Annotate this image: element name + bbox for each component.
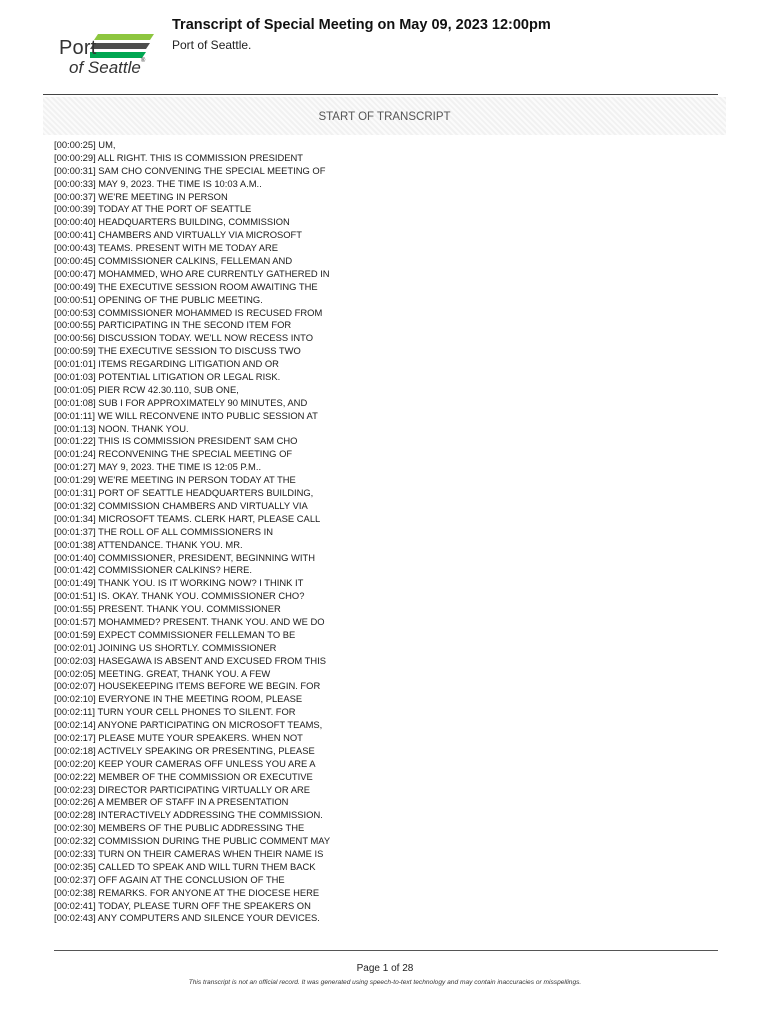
transcript-line: [00:01:01] ITEMS REGARDING LITIGATION AND OR (54, 358, 279, 370)
transcript-line: [00:02:22] MEMBER OF THE COMMISSION OR EXECUTIVE (54, 770, 313, 782)
transcript-line: [00:02:43] ANY COMPUTERS AND SILENCE YOUR DEVICES. (54, 912, 320, 924)
transcript-line: [00:01:51] IS. OKAY. THANK YOU. COMMISSIONER CHO? (54, 590, 305, 602)
transcript-line: [00:01:05] PIER RCW 42.30.110, SUB ONE, (54, 383, 239, 395)
transcript-line: [00:00:43] TEAMS. PRESENT WITH ME TODAY ARE (54, 242, 279, 254)
logo-stripes-icon (90, 32, 156, 60)
transcript-line: [00:02:28] INTERACTIVELY ADDRESSING THE COMMISSION. (54, 809, 323, 821)
transcript-line: [00:01:40] COMMISSIONER, PRESIDENT, BEGINNING WITH (54, 551, 315, 563)
logo-of-seattle-text: of Seattle® (69, 58, 146, 77)
transcript-line: [00:00:31] SAM CHO CONVENING THE SPECIAL MEETING OF (54, 164, 326, 176)
footer-divider (54, 950, 718, 951)
transcript-line: [00:02:14] ANYONE PARTICIPATING ON MICROSOFT TEAMS, (54, 719, 323, 731)
transcript-line: [00:01:08] SUB I FOR APPROXIMATELY 90 MINUTES, AND (54, 396, 308, 408)
transcript-line: [00:00:45] COMMISSIONER CALKINS, FELLEMAN AND (54, 255, 293, 267)
transcript-line: [00:01:57] MOHAMMED? PRESENT. THANK YOU. AND WE DO (54, 615, 325, 627)
transcript-line: [00:00:37] WE'RE MEETING IN PERSON (54, 190, 228, 202)
footer-disclaimer: This transcript is not an official record. It was generated using speech-to-text technology and may contain inaccuracies or misspellings. (188, 979, 582, 986)
transcript-line: [00:02:20] KEEP YOUR CAMERAS OFF UNLESS YOU ARE A (54, 757, 316, 769)
transcript-line: [00:02:10] EVERYONE IN THE MEETING ROOM, PLEASE (54, 693, 303, 705)
transcript-line: [00:01:34] MICROSOFT TEAMS. CLERK HART, PLEASE CALL (54, 512, 321, 524)
transcript-line: [00:01:27] MAY 9, 2023. THE TIME IS 12:05 P.M.. (54, 461, 262, 473)
transcript-line: [00:01:31] PORT OF SEATTLE HEADQUARTERS BUILDING, (54, 487, 314, 499)
transcript-line: [00:00:47] MOHAMMED, WHO ARE CURRENTLY GATHERED IN (54, 267, 330, 279)
transcript-line: [00:02:11] TURN YOUR CELL PHONES TO SILENT. FOR (54, 706, 296, 718)
port-of-seattle-logo (57, 28, 157, 80)
transcript-line: [00:00:39] TODAY AT THE PORT OF SEATTLE (54, 203, 252, 215)
transcript-line: [00:02:07] HOUSEKEEPING ITEMS BEFORE WE BEGIN. FOR (54, 680, 321, 692)
transcript-line: [00:01:22] THIS IS COMMISSION PRESIDENT SAM CHO (54, 435, 298, 447)
transcript-line: [00:02:01] JOINING US SHORTLY. COMMISSIONER (54, 641, 277, 653)
transcript-line: [00:01:38] ATTENDANCE. THANK YOU. MR. (54, 538, 243, 550)
document-title: Transcript of Special Meeting on May 09, 2023 12:00pm (172, 17, 551, 33)
transcript-line: [00:02:05] MEETING. GREAT, THANK YOU. A FEW (54, 667, 271, 679)
transcript-line: [00:02:35] CALLED TO SPEAK AND WILL TURN THEM BACK (54, 860, 316, 872)
transcript-line: [00:01:13] NOON. THANK YOU. (54, 422, 189, 434)
header-divider (43, 94, 718, 95)
transcript-line: [00:02:26] A MEMBER OF STAFF IN A PRESENTATION (54, 796, 289, 808)
transcript-line: [00:00:25] UM, (54, 139, 116, 150)
transcript-line: [00:01:42] COMMISSIONER CALKINS? HERE. (54, 564, 252, 576)
transcript-line: [00:00:33] MAY 9, 2023. THE TIME IS 10:03 A.M.. (54, 177, 262, 189)
transcript-line: [00:02:03] HASEGAWA IS ABSENT AND EXCUSED FROM THIS (54, 654, 326, 666)
transcript-line: [00:00:53] COMMISSIONER MOHAMMED IS RECUSED FROM (54, 306, 323, 318)
transcript-line: [00:01:37] THE ROLL OF ALL COMMISSIONERS IN (54, 525, 273, 537)
transcript-line: [00:00:56] DISCUSSION TODAY. WE'LL NOW RECESS INTO (54, 332, 313, 344)
transcript-line: [00:00:55] PARTICIPATING IN THE SECOND ITEM FOR (54, 319, 292, 331)
transcript-line: [00:00:29] ALL RIGHT. THIS IS COMMISSION PRESIDENT (54, 151, 304, 163)
page-number: Page 1 of 28 (356, 963, 414, 974)
transcript-line: [00:02:33] TURN ON THEIR CAMERAS WHEN THEIR NAME IS (54, 847, 324, 859)
transcript-line: [00:02:17] PLEASE MUTE YOUR SPEAKERS. WHEN NOT (54, 731, 303, 743)
transcript-line: [00:02:41] TODAY, PLEASE TURN OFF THE SPEAKERS ON (54, 899, 311, 911)
transcript-line: [00:00:59] THE EXECUTIVE SESSION TO DISCUSS TWO (54, 345, 301, 357)
transcript-line: [00:00:49] THE EXECUTIVE SESSION ROOM AWAITING THE (54, 280, 318, 292)
logo-port-text: Port (59, 37, 97, 59)
transcript-line: [00:01:03] POTENTIAL LITIGATION OR LEGAL RISK. (54, 371, 281, 383)
transcript-line: [00:01:32] COMMISSION CHAMBERS AND VIRTUALLY VIA (54, 499, 308, 511)
transcript-line: [00:01:24] RECONVENING THE SPECIAL MEETING OF (54, 448, 293, 460)
transcript-line: [00:00:51] OPENING OF THE PUBLIC MEETING. (54, 293, 263, 305)
start-of-transcript-label: START OF TRANSCRIPT (318, 111, 451, 123)
transcript-line: [00:02:23] DIRECTOR PARTICIPATING VIRTUALLY OR ARE (54, 783, 310, 795)
transcript-line: [00:02:37] OFF AGAIN AT THE CONCLUSION OF THE (54, 873, 285, 885)
transcript-line: [00:02:18] ACTIVELY SPEAKING OR PRESENTING, PLEASE (54, 744, 315, 756)
transcript-line: [00:01:29] WE'RE MEETING IN PERSON TODAY AT THE (54, 474, 296, 486)
transcript-line: [00:02:38] REMARKS. FOR ANYONE AT THE DIOCESE HERE (54, 886, 320, 898)
transcript-line: [00:00:41] CHAMBERS AND VIRTUALLY VIA MICROSOFT (54, 229, 302, 241)
transcript-line: [00:00:40] HEADQUARTERS BUILDING, COMMISSION (54, 216, 290, 228)
transcript-line: [00:01:59] EXPECT COMMISSIONER FELLEMAN TO BE (54, 628, 296, 640)
transcript-line: [00:01:55] PRESENT. THANK YOU. COMMISSIONER (54, 603, 281, 615)
transcript-line: [00:02:32] COMMISSION DURING THE PUBLIC COMMENT MAY (54, 835, 331, 847)
transcript-line: [00:01:11] WE WILL RECONVENE INTO PUBLIC SESSION AT (54, 409, 318, 421)
transcript-line: [00:02:30] MEMBERS OF THE PUBLIC ADDRESSING THE (54, 822, 305, 834)
document-subtitle: Port of Seattle. (172, 38, 252, 52)
transcript-line: [00:01:49] THANK YOU. IS IT WORKING NOW? I THINK IT (54, 577, 304, 589)
start-of-transcript-band (43, 97, 726, 135)
transcript-lines (54, 139, 374, 925)
